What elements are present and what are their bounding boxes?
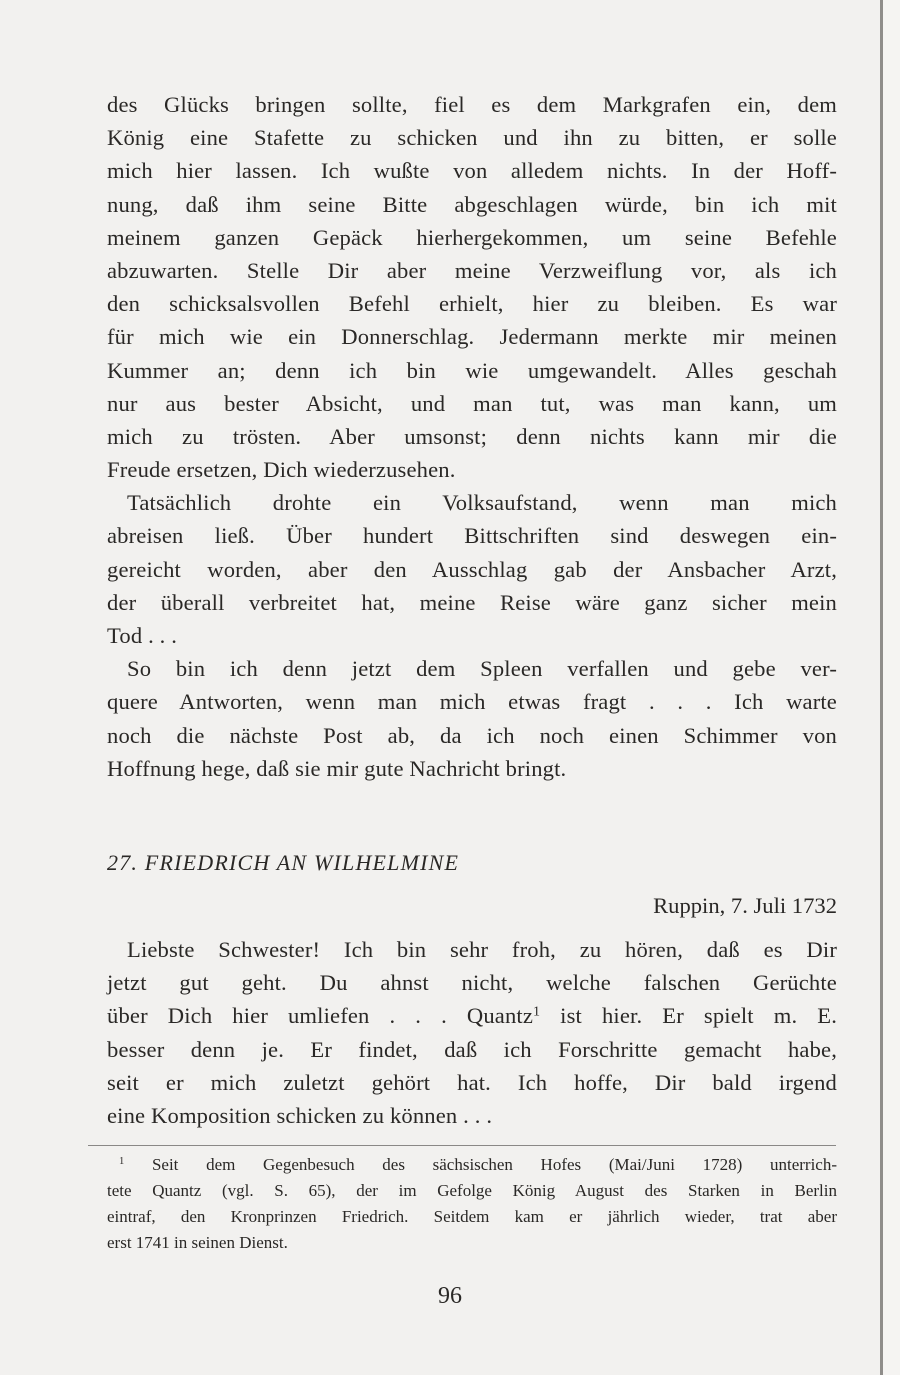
text-segment: Seit dem Gegenbesuch des sächsischen Hofes (Mai/Juni 1728) unterrich- [124,1155,837,1174]
text-line: König eine Stafette zu schicken und ihn zu bitten, er solle [107,125,837,151]
footnote-divider [88,1145,836,1146]
text-line: meinem ganzen Gepäck hierhergekommen, um seine Befehle [107,224,837,250]
footnote-line [107,1152,837,1178]
paragraph-start-line: Tatsächlich drohte ein Volksaufstand, wenn man mich [127,490,837,516]
paragraph-start-line: Liebste Schwester! Ich bin sehr froh, zu hören, daß es Dir [127,937,837,962]
text-line: für mich wie ein Donnerschlag. Jedermann merkte mir meinen [107,324,837,350]
text-line: abreisen ließ. Über hundert Bittschriften sind deswegen ein- [107,523,837,549]
text-line: quere Antworten, wenn man mich etwas fragt . . . Ich warte [107,689,837,715]
text-line: den schicksalsvollen Befehl erhielt, hier zu bleiben. Es war [107,291,837,317]
text-line: Freude ersetzen, Dich wiederzusehen. [107,457,456,483]
text-line: besser denn je. Er findet, daß ich Forschritte gemacht habe, [107,1036,837,1062]
text-line: jetzt gut geht. Du ahnst nicht, welche falschen Gerüchte [107,970,837,996]
text-line [107,999,837,1032]
text-line: mich hier lassen. Ich wußte von alledem nichts. In der Hoff- [107,158,837,184]
letter-text [107,933,837,1132]
footnote-reference[interactable]: 1 [533,1004,541,1020]
footnote-marker: 1 [119,1156,125,1168]
text-line: des Glücks bringen sollte, fiel es dem Markgrafen ein, dem [107,92,837,117]
text-segment: ist hier. Er spielt m. E. [540,1003,837,1029]
letter-heading: 27. FRIEDRICH AN WILHELMINE [107,850,460,875]
adjacent-page-margin [883,0,900,1375]
page-number: 96 [438,1283,462,1309]
text-line: abzuwarten. Stelle Dir aber meine Verzweiflung vor, als ich [107,257,837,283]
footnote-line: tete Quantz (vgl. S. 65), der im Gefolge König August des Starken in Berlin [107,1181,837,1200]
footnote-line: erst 1741 in seinen Dienst. [107,1233,288,1252]
text-line: eine Komposition schicken zu können . . . [107,1102,493,1128]
text-line: seit er mich zuletzt gehört hat. Ich hoffe, Dir bald irgend [107,1069,837,1095]
body-text [107,88,837,785]
paragraph-start-line: So bin ich denn jetzt dem Spleen verfallen und gebe ver- [127,656,837,682]
footnote [107,1152,837,1256]
footnote-line: eintraf, den Kronprinzen Friedrich. Seitdem kam er jährlich wieder, trat aber [107,1207,837,1226]
text-line: mich zu trösten. Aber umsonst; denn nichts kann mir die [107,423,837,449]
text-line: nur aus bester Absicht, und man tut, was man kann, um [107,390,837,416]
text-line: Tod . . . [107,623,178,648]
text-segment: über Dich hier umliefen . . . Quantz [107,1003,534,1029]
text-line: nung, daß ihm seine Bitte abgeschlagen würde, bin ich mit [107,191,837,217]
letter-dateline: Ruppin, 7. Juli 1732 [653,893,837,918]
text-line: Kummer an; denn ich bin wie umgewandelt. Alles geschah [107,357,837,383]
text-line: noch die nächste Post ab, da ich noch einen Schimmer von [107,722,837,748]
text-line: Hoffnung hege, daß sie mir gute Nachricht bringt. [107,755,567,781]
text-line: der überall verbreitet hat, meine Reise wäre ganz sicher mein [107,589,837,615]
text-line: gereicht worden, aber den Ausschlag gab der Ansbacher Arzt, [107,556,837,582]
